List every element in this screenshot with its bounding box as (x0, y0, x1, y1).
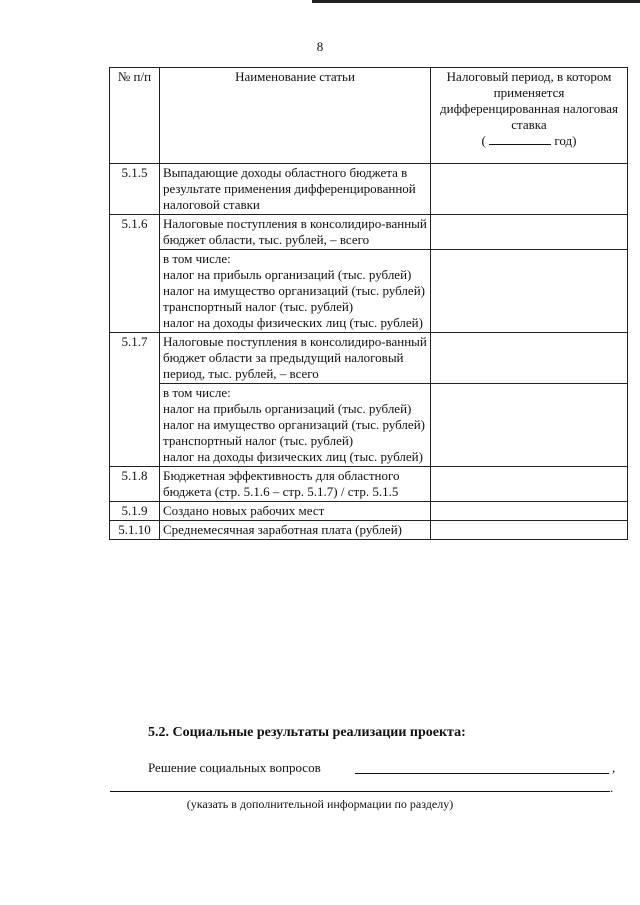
row-value-cell[interactable] (431, 333, 628, 384)
table-header-row (110, 68, 628, 164)
row-text: Выпадающие доходы областного бюджета в результате применения дифференцированной налоговой ставки (160, 164, 431, 215)
subitem: налог на доходы физических лиц (тыс. рублей) (163, 449, 423, 464)
page-number: 8 (316, 39, 324, 54)
row-value-cell[interactable] (431, 502, 628, 521)
subitems-intro: в том числе: (163, 251, 231, 266)
row-value-cell[interactable] (431, 521, 628, 540)
header-num: № п/п (110, 68, 160, 164)
row-value-cell[interactable] (431, 250, 628, 333)
row-num: 5.1.7 (110, 333, 160, 467)
section-title: 5.2. Социальные результаты реализации проекта: (148, 725, 466, 740)
subitem: транспортный налог (тыс. рублей) (163, 433, 354, 448)
row-num: 5.1.6 (110, 215, 160, 333)
continuation-input-line[interactable] (110, 791, 610, 792)
table-row (110, 521, 628, 540)
row-text: Среднемесячная заработная плата (рублей) (160, 521, 431, 540)
row-num: 5.1.9 (110, 502, 160, 521)
social-comma: , (612, 760, 616, 775)
header-period-open: ( (481, 133, 486, 148)
budget-table (109, 67, 628, 540)
table-row (110, 215, 628, 250)
header-period (431, 68, 628, 164)
subitem: налог на прибыль организаций (тыс. рублей) (163, 267, 412, 282)
table-row (110, 502, 628, 521)
row-subitems (160, 384, 431, 467)
header-period-year: год) (554, 133, 577, 148)
line-end-dot: . (610, 780, 614, 795)
subitem: транспортный налог (тыс. рублей) (163, 299, 354, 314)
row-text: Создано новых рабочих мест (160, 502, 431, 521)
row-value-cell[interactable] (431, 467, 628, 502)
field-hint: (указать в дополнительной информации по разделу) (186, 797, 454, 811)
subitem: налог на имущество организаций (тыс. рублей) (163, 283, 425, 298)
row-num: 5.1.8 (110, 467, 160, 502)
row-text: Налоговые поступления в консолидиро-ванный бюджет области за предыдущий налоговый период, тыс. рублей, – всего (160, 333, 431, 384)
table-row (110, 250, 628, 333)
year-blank-field[interactable] (489, 133, 551, 145)
row-subitems (160, 250, 431, 333)
row-text: Налоговые поступления в консолидиро-ванный бюджет области, тыс. рублей, – всего (160, 215, 431, 250)
top-border-line (312, 0, 640, 3)
header-period-text: Налоговый период, в котором применяется дифференцированная налоговая ставка (440, 69, 618, 132)
table-row (110, 467, 628, 502)
social-label: Решение социальных вопросов (148, 760, 321, 775)
row-num: 5.1.5 (110, 164, 160, 215)
row-num: 5.1.10 (110, 521, 160, 540)
table-row (110, 384, 628, 467)
subitem: налог на доходы физических лиц (тыс. рублей) (163, 315, 423, 330)
subitems-intro: в том числе: (163, 385, 231, 400)
header-name: Наименование статьи (160, 68, 431, 164)
row-value-cell[interactable] (431, 164, 628, 215)
row-value-cell[interactable] (431, 215, 628, 250)
social-input-line[interactable] (355, 773, 609, 774)
subitem: налог на имущество организаций (тыс. рублей) (163, 417, 425, 432)
subitem: налог на прибыль организаций (тыс. рублей) (163, 401, 412, 416)
row-text: Бюджетная эффективность для областного бюджета (стр. 5.1.6 – стр. 5.1.7) / стр. 5.1.5 (160, 467, 431, 502)
table-row (110, 333, 628, 384)
table-row (110, 164, 628, 215)
row-value-cell[interactable] (431, 384, 628, 467)
